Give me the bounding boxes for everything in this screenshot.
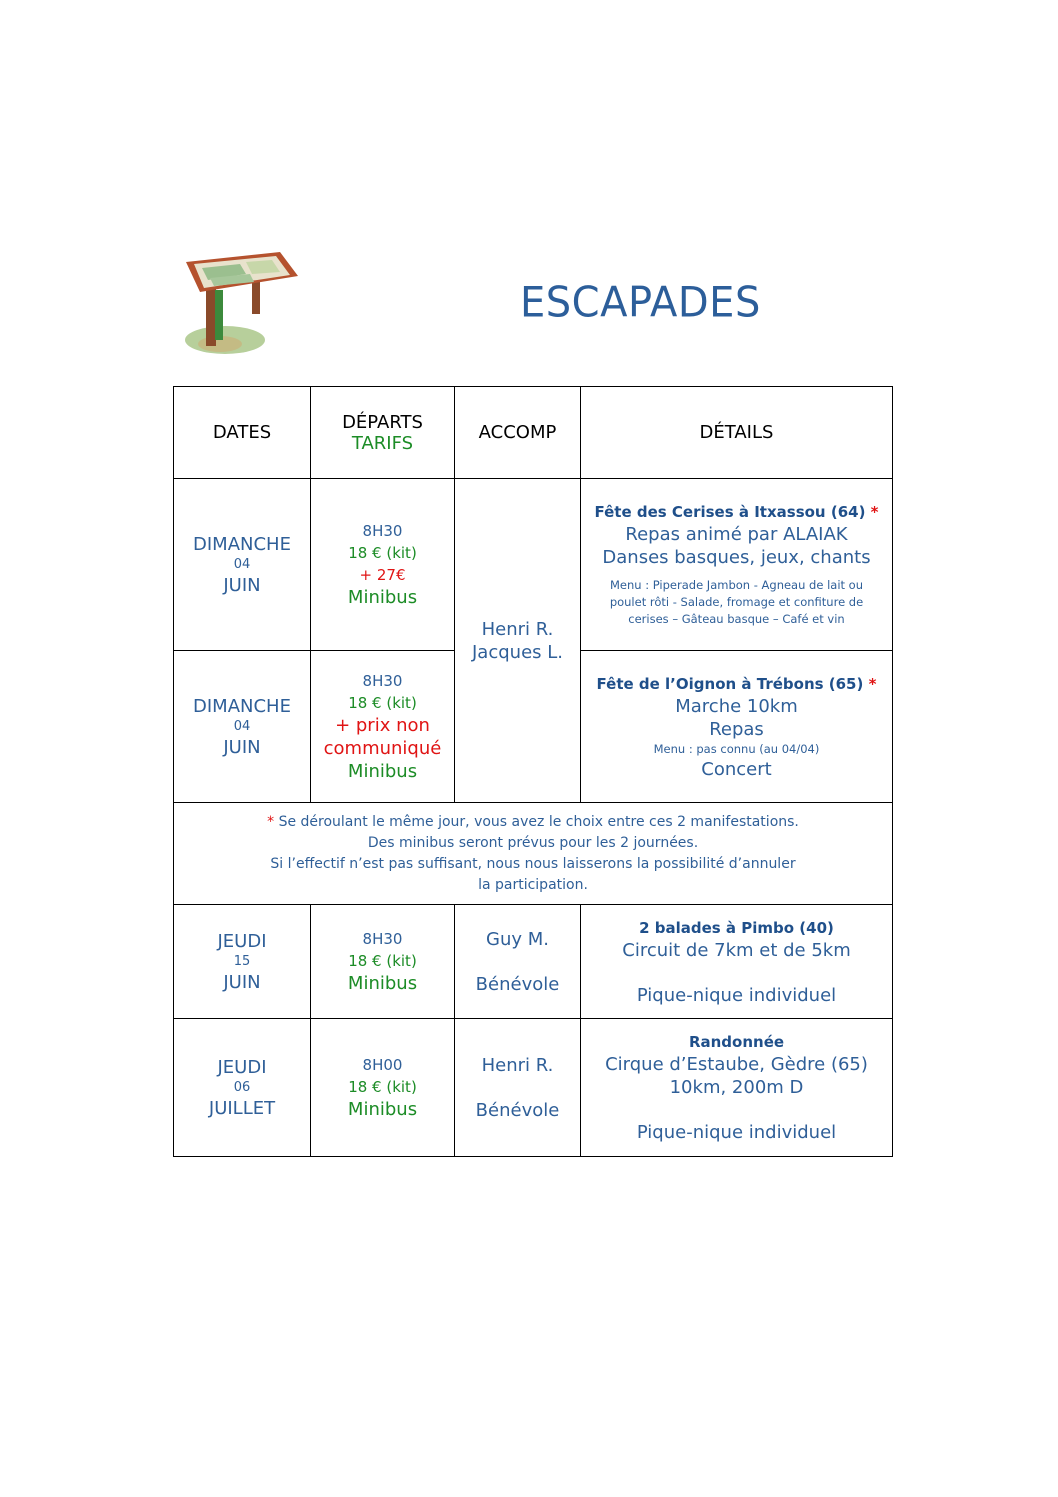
- date-num: 15: [233, 953, 251, 969]
- date-num: 06: [233, 1079, 251, 1095]
- details-line: Cirque d’Estaube, Gèdre (65): [605, 1054, 868, 1075]
- date-day: JEUDI: [217, 1056, 267, 1078]
- depart-price: 18 € (kit): [348, 694, 417, 712]
- depart-time: 8H00: [362, 1056, 403, 1074]
- depart-transport: Minibus: [347, 587, 418, 608]
- accomp-cell: [455, 1019, 581, 1157]
- depart-transport: Minibus: [347, 973, 418, 994]
- details-line: Circuit de 7km et de 5km: [622, 939, 851, 961]
- date-cell: [174, 479, 311, 651]
- table-row: [174, 1019, 893, 1157]
- accomp-cell-shared: [455, 479, 581, 803]
- date-month: JUIN: [223, 574, 261, 596]
- details-title-text: Fête des Cerises à Itxassou (64): [594, 503, 866, 521]
- accomp-name: Henri R.: [481, 1054, 554, 1076]
- header-accomp: ACCOMP: [455, 387, 581, 479]
- depart-price: 18 € (kit): [348, 1078, 417, 1096]
- date-month: JUIN: [223, 971, 261, 993]
- note-line: la participation.: [478, 876, 588, 893]
- details-title: [585, 501, 888, 523]
- depart-cell: [311, 1019, 455, 1157]
- header-departs-label: DÉPARTS: [342, 411, 423, 433]
- header-dates: DATES: [174, 387, 311, 479]
- details-line: Repas animé par ALAIAK: [625, 524, 848, 545]
- accomp-role: Bénévole: [475, 1099, 560, 1121]
- details-cell: [581, 905, 893, 1019]
- depart-time: 8H30: [362, 672, 403, 690]
- depart-cell: [311, 651, 455, 803]
- details-line: Marche 10km: [675, 695, 798, 717]
- note-row: [174, 803, 893, 905]
- header-details: DÉTAILS: [581, 387, 893, 479]
- details-title: Randonnée: [688, 1033, 785, 1051]
- table-row: [174, 479, 893, 651]
- details-menu: Menu : pas connu (au 04/04): [653, 741, 820, 756]
- depart-cell: [311, 905, 455, 1019]
- depart-extra: + 27€: [359, 566, 406, 584]
- date-day: DIMANCHE: [193, 533, 291, 555]
- depart-price: 18 € (kit): [348, 952, 417, 970]
- details-line: 10km, 200m D: [669, 1077, 804, 1098]
- details-line: Concert: [701, 758, 772, 780]
- date-month: JUIN: [223, 736, 261, 758]
- depart-transport: Minibus: [347, 761, 418, 782]
- details-line: Repas: [709, 718, 764, 740]
- note-line: [178, 812, 888, 833]
- accomp-role: Bénévole: [475, 973, 560, 995]
- star-marker: *: [868, 674, 877, 693]
- details-line: Danses basques, jeux, chants: [602, 547, 871, 568]
- depart-time: 8H30: [362, 522, 403, 540]
- details-title-text: Fête de l’Oignon à Trébons (65): [596, 674, 864, 693]
- date-day: DIMANCHE: [193, 695, 291, 717]
- date-cell: [174, 905, 311, 1019]
- depart-extra: + prix non: [335, 715, 430, 736]
- note-text: Se déroulant le même jour, vous avez le choix entre ces 2 manifestations.: [278, 813, 799, 830]
- date-num: 04: [233, 718, 251, 734]
- depart-extra: communiqué: [323, 738, 442, 759]
- details-menu: Menu : Piperade Jambon - Agneau de lait ou poulet rôti - Salade, fromage et confiture de cerises – Gâteau basque – Café et vin: [609, 578, 864, 626]
- table-header-row: [174, 387, 893, 479]
- note-line: Si l’effectif n’est pas suffisant, nous nous laisserons la possibilité d’annuler: [270, 855, 796, 872]
- accomp-cell: [455, 905, 581, 1019]
- header-tarifs-label: TARIFS: [351, 432, 414, 454]
- depart-transport: Minibus: [347, 1099, 418, 1120]
- details-cell: [581, 651, 893, 803]
- note-line: Des minibus seront prévus pour les 2 journées.: [367, 834, 699, 851]
- details-title: 2 balades à Pimbo (40): [639, 918, 834, 937]
- details-title: [585, 673, 888, 695]
- details-line: Pique-nique individuel: [636, 984, 837, 1006]
- star-marker: *: [870, 503, 879, 521]
- date-day: JEUDI: [217, 930, 267, 952]
- depart-price: 18 € (kit): [348, 544, 417, 562]
- details-line: Pique-nique individuel: [636, 1122, 837, 1143]
- schedule-table: [173, 386, 893, 1157]
- accomp-name-1: Henri R.: [481, 618, 554, 640]
- date-num: 04: [233, 556, 251, 572]
- header-departs: [311, 387, 455, 479]
- accomp-name: Guy M.: [486, 928, 549, 950]
- accomp-name-2: Jacques L.: [472, 641, 563, 663]
- signboard-icon: [180, 248, 302, 360]
- details-cell: [581, 1019, 893, 1157]
- details-cell: [581, 479, 893, 651]
- note-cell: [174, 803, 893, 905]
- depart-cell: [311, 479, 455, 651]
- date-cell: [174, 1019, 311, 1157]
- date-cell: [174, 651, 311, 803]
- date-month: JUILLET: [208, 1097, 276, 1119]
- star-marker: *: [267, 813, 275, 830]
- depart-time: 8H30: [362, 930, 403, 948]
- table-row: [174, 905, 893, 1019]
- page-title: ESCAPADES: [520, 278, 761, 328]
